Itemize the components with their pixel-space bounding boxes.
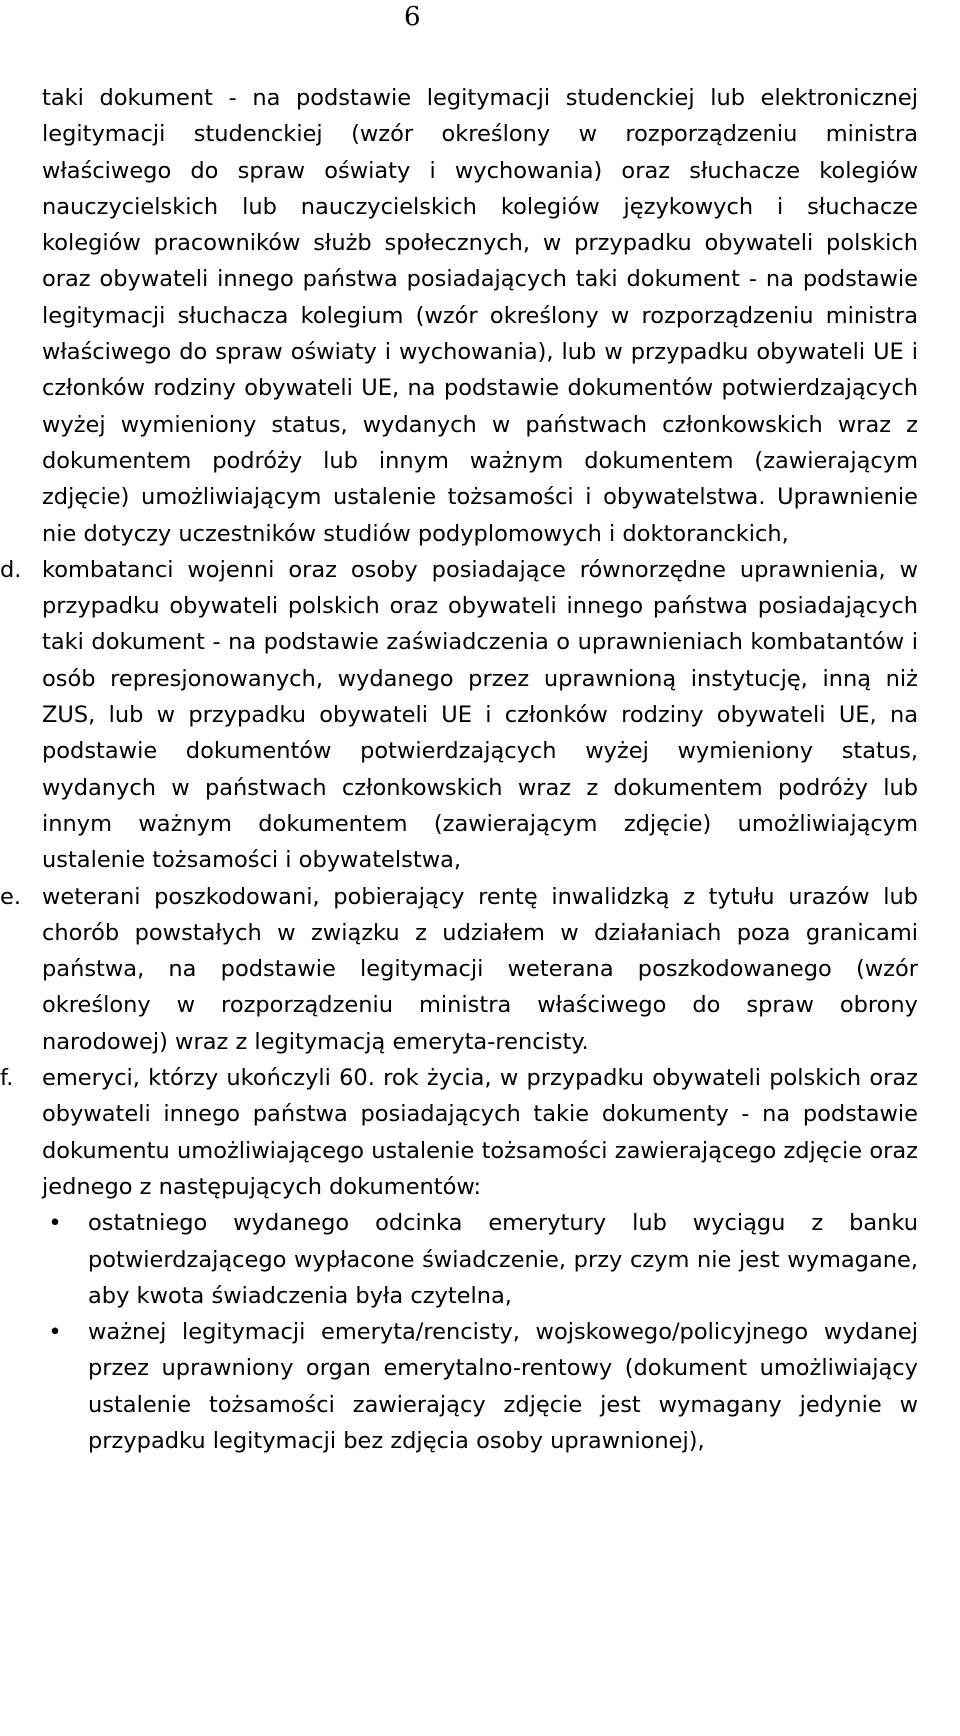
list-item-f <box>0 1060 918 1205</box>
list-item-d-text: kombatanci wojenni oraz osoby posiadające równorzędne uprawnienia, w przypadku obywateli polskich oraz obywateli innego państwa posiadających taki dokument - na podstawie zaświadczenia o uprawnieniach kombatantów i osób represjonowanych, wydanego przez uprawnioną instytucję, inną niż ZUS, lub w przypadku obywateli UE i członków rodziny obywateli UE, na podstawie dokumentów potwierdzających wyżej wymieniony status, wydanych w państwach członkowskich wraz z dokumentem podróży lub innym ważnym dokumentem (zawierającym zdjęcie) umożliwiającym ustalenie tożsamości i obywatelstwa, <box>42 556 918 874</box>
bullet-item-2-text: ważnej legitymacji emeryta/rencisty, wojskowego/policyjnego wydanej przez uprawniony organ emerytalno-rentowy (dokument umożliwiający ustalenie tożsamości zawierający zdjęcie jest wymagany jedynie w przypadku legitymacji bez zdjęcia osoby uprawnionej), <box>88 1319 918 1454</box>
bullet-item-2 <box>0 1314 918 1459</box>
list-marker-f: f. <box>0 1065 14 1092</box>
list-item-d <box>0 552 918 879</box>
list-item-e-text: weterani poszkodowani, pobierający rentę inwalidzką z tytułu urazów lub chorób powstałych w związku z udziałem w działaniach poza granicami państwa, na podstawie legitymacji weterana poszkodowanego (wzór określony w rozporządzeniu ministra właściwego do spraw obrony narodowej) wraz z legitymacją emeryta-rencisty. <box>42 883 918 1055</box>
list-item-e <box>0 879 918 1060</box>
document-body <box>0 80 918 1459</box>
page-number: 6 <box>404 2 421 32</box>
bullet-item-1-text: ostatniego wydanego odcinka emerytury lub wyciągu z banku potwierdzającego wypłacone świadczenie, przy czym nie jest wymagane, aby kwota świadczenia była czytelna, <box>88 1210 918 1309</box>
bullet-list <box>42 1205 918 1459</box>
list-marker-d: d. <box>0 556 22 583</box>
bullet-icon: • <box>48 1210 62 1237</box>
intro-paragraph: taki dokument - na podstawie legitymacji studenckiej lub elektronicznej legitymacji studenckiej (wzór określony w rozporządzeniu ministra właściwego do spraw oświaty i wychowania) oraz słuchacze kolegiów nauczycielskich lub nauczycielskich kolegiów językowych i słuchacze kolegiów pracowników służb społecznych, w przypadku obywateli polskich oraz obywateli innego państwa posiadających taki dokument - na podstawie legitymacji słuchacza kolegium (wzór określony w rozporządzeniu ministra właściwego do spraw oświaty i wychowania), lub w przypadku obywateli UE i członków rodziny obywateli UE, na podstawie dokumentów potwierdzających wyżej wymieniony status, wydanych w państwach członkowskich wraz z dokumentem podróży lub innym ważnym dokumentem (zawierającym zdjęcie) umożliwiającym ustalenie tożsamości i obywatelstwa. Uprawnienie nie dotyczy uczestników studiów podyplomowych i doktoranckich, <box>42 85 918 547</box>
list-marker-e: e. <box>0 883 21 910</box>
list-item-f-text: emeryci, którzy ukończyli 60. rok życia, w przypadku obywateli polskich oraz obywateli innego państwa posiadających takie dokumenty - na podstawie dokumentu umożliwiającego ustalenie tożsamości zawierającego zdjęcie oraz jednego z następujących dokumentów: <box>42 1065 918 1200</box>
bullet-icon: • <box>48 1319 62 1346</box>
bullet-item-1 <box>0 1205 918 1314</box>
